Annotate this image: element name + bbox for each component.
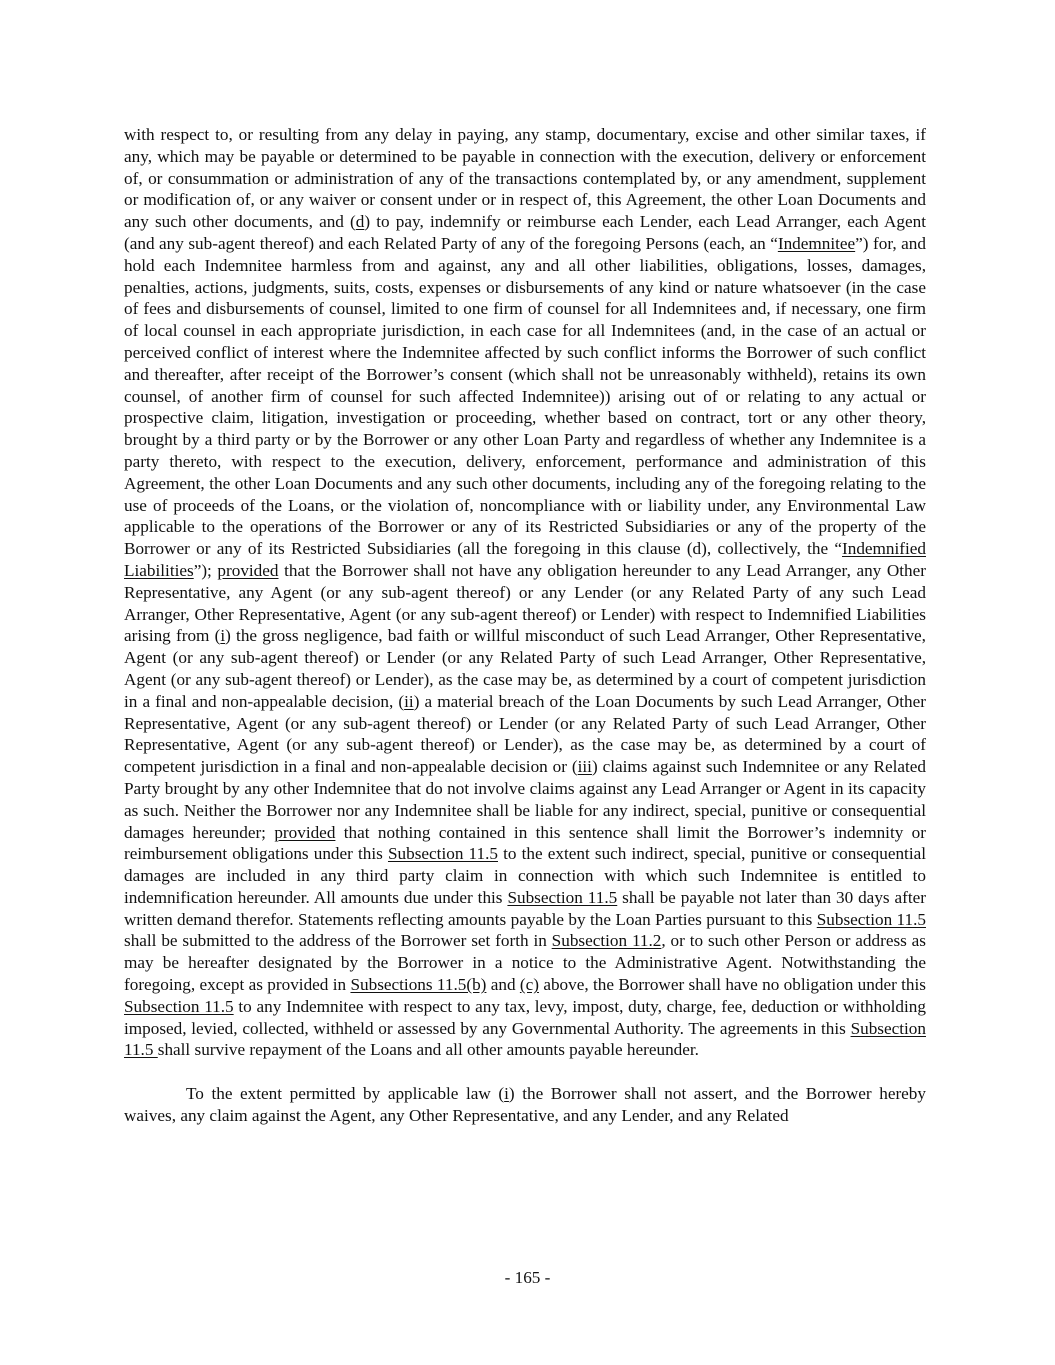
underlined-term: Subsection 11.5 xyxy=(387,844,498,864)
text-run: To the extent permitted by applicable law ( xyxy=(186,1084,505,1104)
text-run: ) the gross negligence, bad faith or willful misconduct of such Lead Arranger, Other Representative, Agent (or any sub-agent thereof) or Lender (or any Related Party of such Lead Arranger, Other Representative, Agent (or any sub-agent thereof) or Lender), as the case may be, as determined by a court of competent jurisdiction in a final and non-appealable decision, ( xyxy=(124,626,926,711)
paragraph-spacer xyxy=(124,1061,926,1083)
text-run: ) the Borrower shall not assert, and the Borrower hereby waives, any claim against the Agent, any Other Representative, and any Lender, and any Related xyxy=(124,1084,926,1125)
page-number: - 165 - xyxy=(504,1268,551,1287)
text-run: with respect to, or resulting from any delay in paying, any stamp, documentary, excise and other similar taxes, if any, which may be payable or determined to be payable in connection with the execution, delivery or enforcement of, or consummation or administration of any of the transactions contemplated by, or any amendment, supplement or modification of, or any waiver or consent under or in respect of, this Agreement, the other Loan Documents and any such other documents, and ( xyxy=(124,125,926,232)
text-run: ”); xyxy=(193,560,218,580)
text-run: that the Borrower shall not have any obligation hereunder to any Lead Arranger, any Other Representative, any Agent (or any sub-agent thereof) or any Lender (or any Related Party of any such Lead Arranger, Other Representative, Agent (or any sub-agent thereof) or Lender) with respect to Indemnified Liabilities arising from ( xyxy=(124,560,926,646)
text-run: to any Indemnitee with respect to any tax, levy, impost, duty, charge, fee, deduction or withholding imposed, levied, collected, withheld or assessed by any Governmental Authority. The agreements in this xyxy=(124,996,926,1038)
text-run: that nothing contained in this sentence shall limit the Borrower’s indemnity or reimbursement obligations under this xyxy=(124,822,926,864)
body-paragraph-2 xyxy=(124,1083,926,1127)
text-run: shall survive repayment of the Loans and all other amounts payable hereunder. xyxy=(157,1040,699,1060)
text-run: above, the Borrower shall have no obligation under this xyxy=(538,975,926,995)
underlined-term: i xyxy=(504,1084,509,1104)
underlined-term: Subsection 11.5 xyxy=(816,909,926,929)
text-run: shall be payable not later than 30 days after written demand therefor. Statements reflecting amounts payable by the Loan Parties pursuant to this xyxy=(124,887,927,929)
text-run: ) to pay, indemnify or reimburse each Lender, each Lead Arranger, each Agent (and any sub-agent thereof) and each Related Party of any of the foregoing Persons (each, an “ xyxy=(124,212,926,253)
underlined-term: d xyxy=(355,212,365,232)
underlined-term: Subsection 11.5 xyxy=(124,1018,926,1060)
document-page xyxy=(124,124,926,1127)
text-run: shall be submitted to the address of the Borrower set forth in xyxy=(124,931,552,951)
text-run: ) a material breach of the Loan Documents by such Lead Arranger, Other Representative, Agent (or any sub-agent thereof) or Lender (or any Related Party of such Lead Arranger, Other Representative, Agent (or any sub-agent thereof) or Lender), as the case may be, as determined by a court of competent jurisdiction in a final and non-appealable decision or ( xyxy=(124,691,926,777)
text-run: , or to such other Person or address as may be hereafter designated by the Borrower in a notice to the Administrative Agent. Notwithstanding the foregoing, except as provided in xyxy=(124,931,926,995)
body-paragraph-1 xyxy=(124,124,926,1061)
underlined-term: Subsections 11.5(b) xyxy=(350,975,487,995)
text-run: and xyxy=(486,975,520,995)
underlined-term: Subsection 11.5 xyxy=(507,887,618,907)
underlined-term: iii xyxy=(577,757,592,777)
underlined-term: i xyxy=(220,626,226,646)
underlined-term: ii xyxy=(404,691,414,711)
text-run: ”) for, and hold each Indemnitee harmless from and against, any and all other liabilities, obligations, losses, damages, penalties, actions, judgments, suits, costs, expenses or disbursements of any kind or nature whatsoever (in the case of fees and disbursements of counsel, limited to one firm of counsel for all Indemnitees and, if necessary, one firm of local counsel in each appropriate jurisdiction, in each case for all Indemnitees (and, in the case of an actual or perceived conflict of interest where the Indemnitee affected by such conflict informs the Borrower of such conflict and thereafter, after receipt of the Borrower’s consent (which shall not be unreasonably withheld), retains its own counsel, of another firm of counsel for such affected Indemnitee)) arising out of or relating to any actual or prospective claim, litigation, investigation or proceeding, whether based on contract, tort or any other theory, brought by a third party or by the Borrower or any other Loan Party and regardless of whether any Indemnitee is a party thereto, with respect to the execution, delivery, enforcement, performance and administration of this Agreement, the other Loan Documents and any such other documents, including any of the foregoing relating to the use of proceeds of the Loans, or the violation of, noncompliance with or liability under, any Environmental Law applicable to the operations of the Borrower or any of its Restricted Subsidiaries or any of the property of the Borrower or any of its Restricted Subsidiaries (all the foregoing in this clause (d), collectively, the “ xyxy=(124,233,926,559)
underlined-term: provided xyxy=(217,560,279,580)
underlined-term: Subsection 11.2 xyxy=(551,931,662,951)
underlined-term: Indemnified Liabilities xyxy=(124,539,926,580)
underlined-term: provided xyxy=(274,822,336,842)
text-run: to the extent such indirect, special, punitive or consequential damages are included in any third party claim in connection with which such Indemnitee is entitled to indemnification hereunder. All amounts due under this xyxy=(124,844,927,907)
underlined-term: Indemnitee xyxy=(777,233,856,253)
underlined-term: (c) xyxy=(519,975,539,995)
text-run: ) claims against such Indemnitee or any Related Party brought by any other Indemnitee that do not involve claims against any Lead Arranger or Agent in its capacity as such. Neither the Borrower nor any Indemnitee shall be liable for any indirect, special, punitive or consequential damages hereunder; xyxy=(124,757,926,842)
underlined-term: Subsection 11.5 xyxy=(124,996,234,1016)
